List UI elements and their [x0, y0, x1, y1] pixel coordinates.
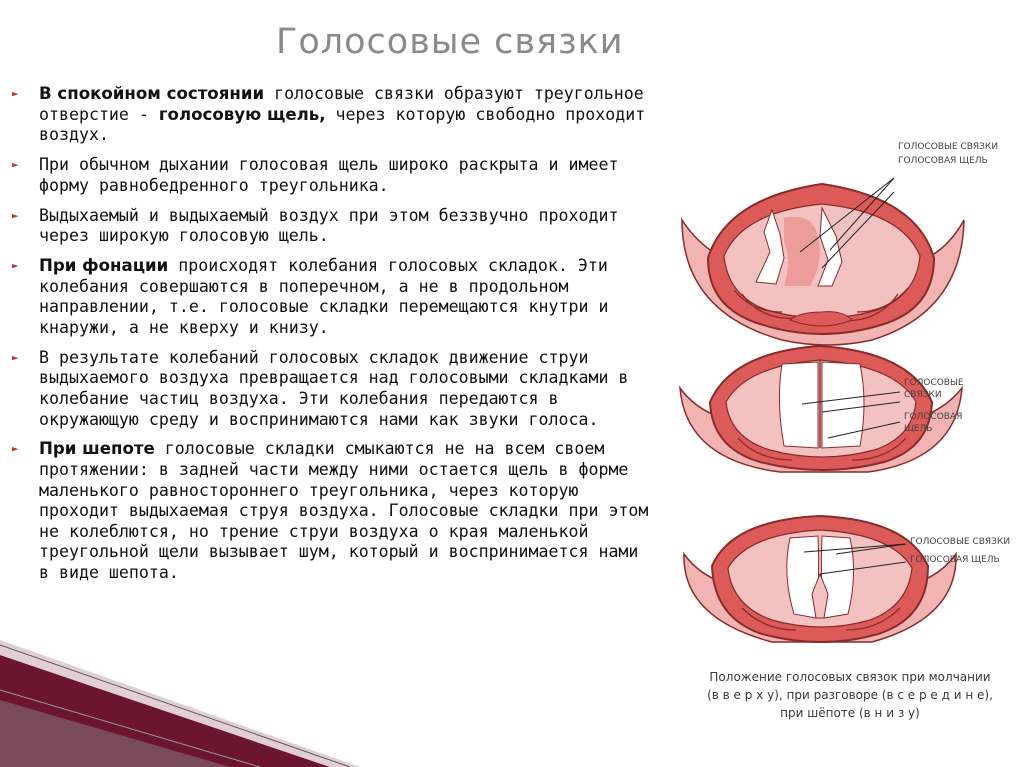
bullet-text — [39, 155, 618, 195]
glottis-label: ГОЛОСОВАЯ ЩЕЛЬ — [910, 555, 1000, 565]
bullet-bold: В спокойном состоянии — [39, 84, 265, 103]
bullet-bold: голосовую щель, — [158, 104, 326, 124]
bullet-body: происходят колебания голосовых складок. Эти колебания совершаются в поперечном, а не в продольном направлении, т.е. голосовые складки перемещаются кнутри и кнаружи, а не кверху и книзу. — [39, 256, 609, 337]
bullet-body: Выдыхаемый и выдыхаемый воздух при этом беззвучно проходит через широкую голосовую щель. — [39, 205, 619, 246]
glottis-label: ГОЛОСОВАЯ — [904, 412, 963, 422]
larynx-speech-illustration — [672, 342, 1024, 482]
vocal-cords-label: ГОЛОСОВЫЕ СВЯЗКИ — [910, 537, 1011, 547]
bullet-text — [39, 206, 618, 246]
caption-line: (в в е р х у), при разговоре (в с е р е д и н е), — [707, 688, 993, 702]
slide-title: Голосовые связки — [276, 22, 624, 62]
bullet-item — [12, 84, 652, 146]
bullet-item — [12, 439, 652, 583]
glottis-label: ЩЕЛЬ — [904, 424, 933, 434]
bullet-body: голосовые связки образуют треугольное отверстие - — [39, 84, 644, 124]
caption-line: при шёпоте (в н и з у) — [780, 706, 920, 720]
bullet-list — [12, 84, 652, 593]
vocal-cords-figure — [672, 132, 1024, 732]
triangle-right-icon: ► — [12, 87, 19, 100]
larynx-whisper-illustration — [672, 514, 1024, 654]
bullet-item — [12, 348, 652, 430]
bullet-item — [12, 206, 652, 247]
vocal-cords-label: ГОЛОСОВЫЕ СВЯЗКИ — [898, 142, 999, 152]
bullet-text — [39, 348, 628, 429]
triangle-right-icon: ► — [12, 259, 19, 273]
glottis-label: ГОЛОСОВАЯ ЩЕЛЬ — [898, 156, 988, 166]
triangle-right-icon: ► — [12, 350, 19, 364]
triangle-right-icon: ► — [12, 208, 19, 222]
triangle-right-icon: ► — [12, 442, 19, 456]
bullet-body: В результате колебаний голосовых складок движение струи выдыхаемого воздуха превращается над голосовыми складками в колебание частиц воздуха. Эти колебания передаются в окружающую среду и воспринимаются нами как звуки голоса. — [39, 347, 629, 429]
caption-line: Положение голосовых связок при молчании — [709, 670, 991, 684]
bullet-bold: При фонации — [39, 256, 169, 276]
bullet-text — [39, 256, 608, 337]
bullet-body: через которую свободно проходит воздух. — [39, 104, 646, 145]
bullet-item — [12, 256, 652, 338]
vocal-cords-label: СВЯЗКИ — [904, 390, 942, 400]
bullet-text — [39, 84, 645, 144]
vocal-cords-label: ГОЛОСОВЫЕ — [904, 378, 964, 388]
bullet-text — [39, 439, 648, 582]
bullet-body: голосовые складки смыкаются не на всем своем протяжении: в задней части между ними остается щель в форме маленького равностороннего треугольника, через которую проходит выдыхаемая струя воздуха. Голосовые складки при этом не колеблются, но трение струи воздуха о края маленькой треугольной щели вызывает шум, который и воспринимается нами в виде шепота. — [39, 439, 649, 582]
figure-caption — [676, 668, 1024, 722]
bullet-body: При обычном дыхании голосовая щель широко раскрыта и имеет форму равнобедренного треугольника. — [39, 155, 619, 195]
bullet-bold: При шепоте — [39, 439, 155, 459]
larynx-silence-illustration — [672, 162, 1024, 352]
bullet-item — [12, 155, 652, 196]
triangle-right-icon: ► — [12, 158, 19, 172]
